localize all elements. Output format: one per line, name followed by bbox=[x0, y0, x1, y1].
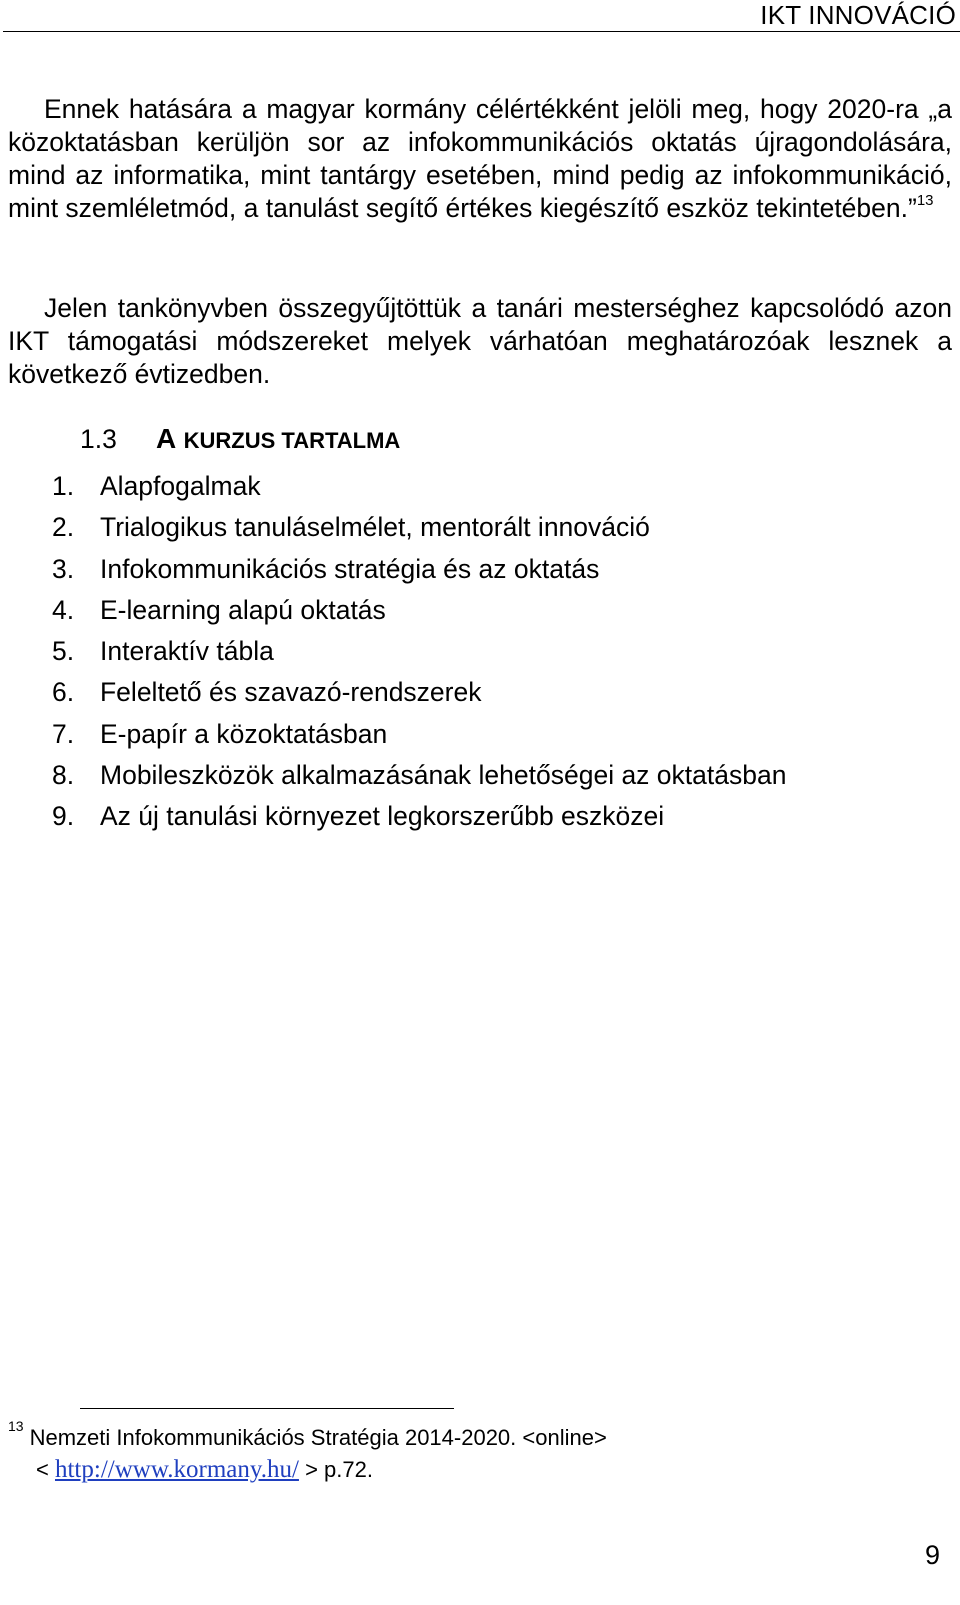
footnote-separator bbox=[80, 1408, 454, 1409]
section-title-initial: A bbox=[156, 423, 177, 454]
paragraph-goal bbox=[8, 93, 952, 225]
paragraph-textbook bbox=[8, 292, 952, 391]
list-item-text: Az új tanulási környezet legkorszerűbb eszközei bbox=[100, 801, 665, 832]
list-item-number: 5. bbox=[52, 636, 75, 667]
footnote-link[interactable]: http://www.kormany.hu/ bbox=[54, 1456, 299, 1483]
page-number: 9 bbox=[924, 1540, 940, 1570]
section-heading bbox=[80, 424, 400, 456]
list-item-text: E-papír a közoktatásban bbox=[100, 718, 388, 749]
footnote-reference[interactable]: 13 bbox=[916, 192, 934, 209]
paragraph-textbook-text: Jelen tankönyvben összegyűjtöttük a tanári mesterséghez kapcsolódó azon IKT támogatási módszereket melyek várhatóan meghatározóak lesznek a következő évtizedben. bbox=[8, 293, 952, 389]
list-item-number: 6. bbox=[52, 677, 75, 708]
section-title: KURZUS TARTALMA bbox=[183, 428, 401, 453]
list-item-text: Infokommunikációs stratégia és az oktatás bbox=[100, 553, 600, 584]
header-divider bbox=[3, 31, 960, 32]
list-item-number: 4. bbox=[52, 594, 75, 625]
list-item-number: 3. bbox=[52, 553, 75, 584]
footnote-marker: 13 bbox=[8, 1418, 24, 1434]
list-item-number: 8. bbox=[52, 760, 75, 791]
list-item-text: Mobileszközök alkalmazásának lehetőségei az oktatásban bbox=[100, 760, 787, 791]
footnote bbox=[8, 1418, 607, 1486]
list-item-number: 2. bbox=[52, 512, 75, 543]
list-item-text: Feleltető és szavazó-rendszerek bbox=[100, 677, 482, 708]
list-item-number: 7. bbox=[52, 718, 75, 749]
list-item-text: E-learning alapú oktatás bbox=[100, 594, 386, 625]
list-item-text: Alapfogalmak bbox=[100, 471, 261, 501]
list-item-number: 9. bbox=[52, 801, 75, 832]
footnote-line-2 bbox=[8, 1454, 607, 1486]
list-item-number: 1. bbox=[52, 471, 75, 501]
footnote-line-1: Nemzeti Infokommunikációs Stratégia 2014-2020. <online> bbox=[29, 1425, 607, 1450]
footnote-link-prefix: < bbox=[36, 1457, 49, 1482]
paragraph-goal-text: Ennek hatására a magyar kormány célértékként jelöli meg, hogy 2020-ra „a közoktatásban kerüljön sor az infokommunikációs oktatás újragondolására, mind az informatika, mint tantárgy esetében, mind pedig az infokommunikáció, mint szemléletmód, a tanulást segítő értékes kiegészítő eszköz tekintetében.” bbox=[8, 94, 952, 223]
list-item-text: Trialogikus tanuláselmélet, mentorált innováció bbox=[100, 512, 650, 543]
running-header: IKT INNOVÁCIÓ bbox=[760, 0, 956, 30]
list-item-text: Interaktív tábla bbox=[100, 636, 274, 667]
footnote-link-suffix: > p.72. bbox=[305, 1457, 373, 1482]
section-number: 1.3 bbox=[80, 424, 117, 454]
